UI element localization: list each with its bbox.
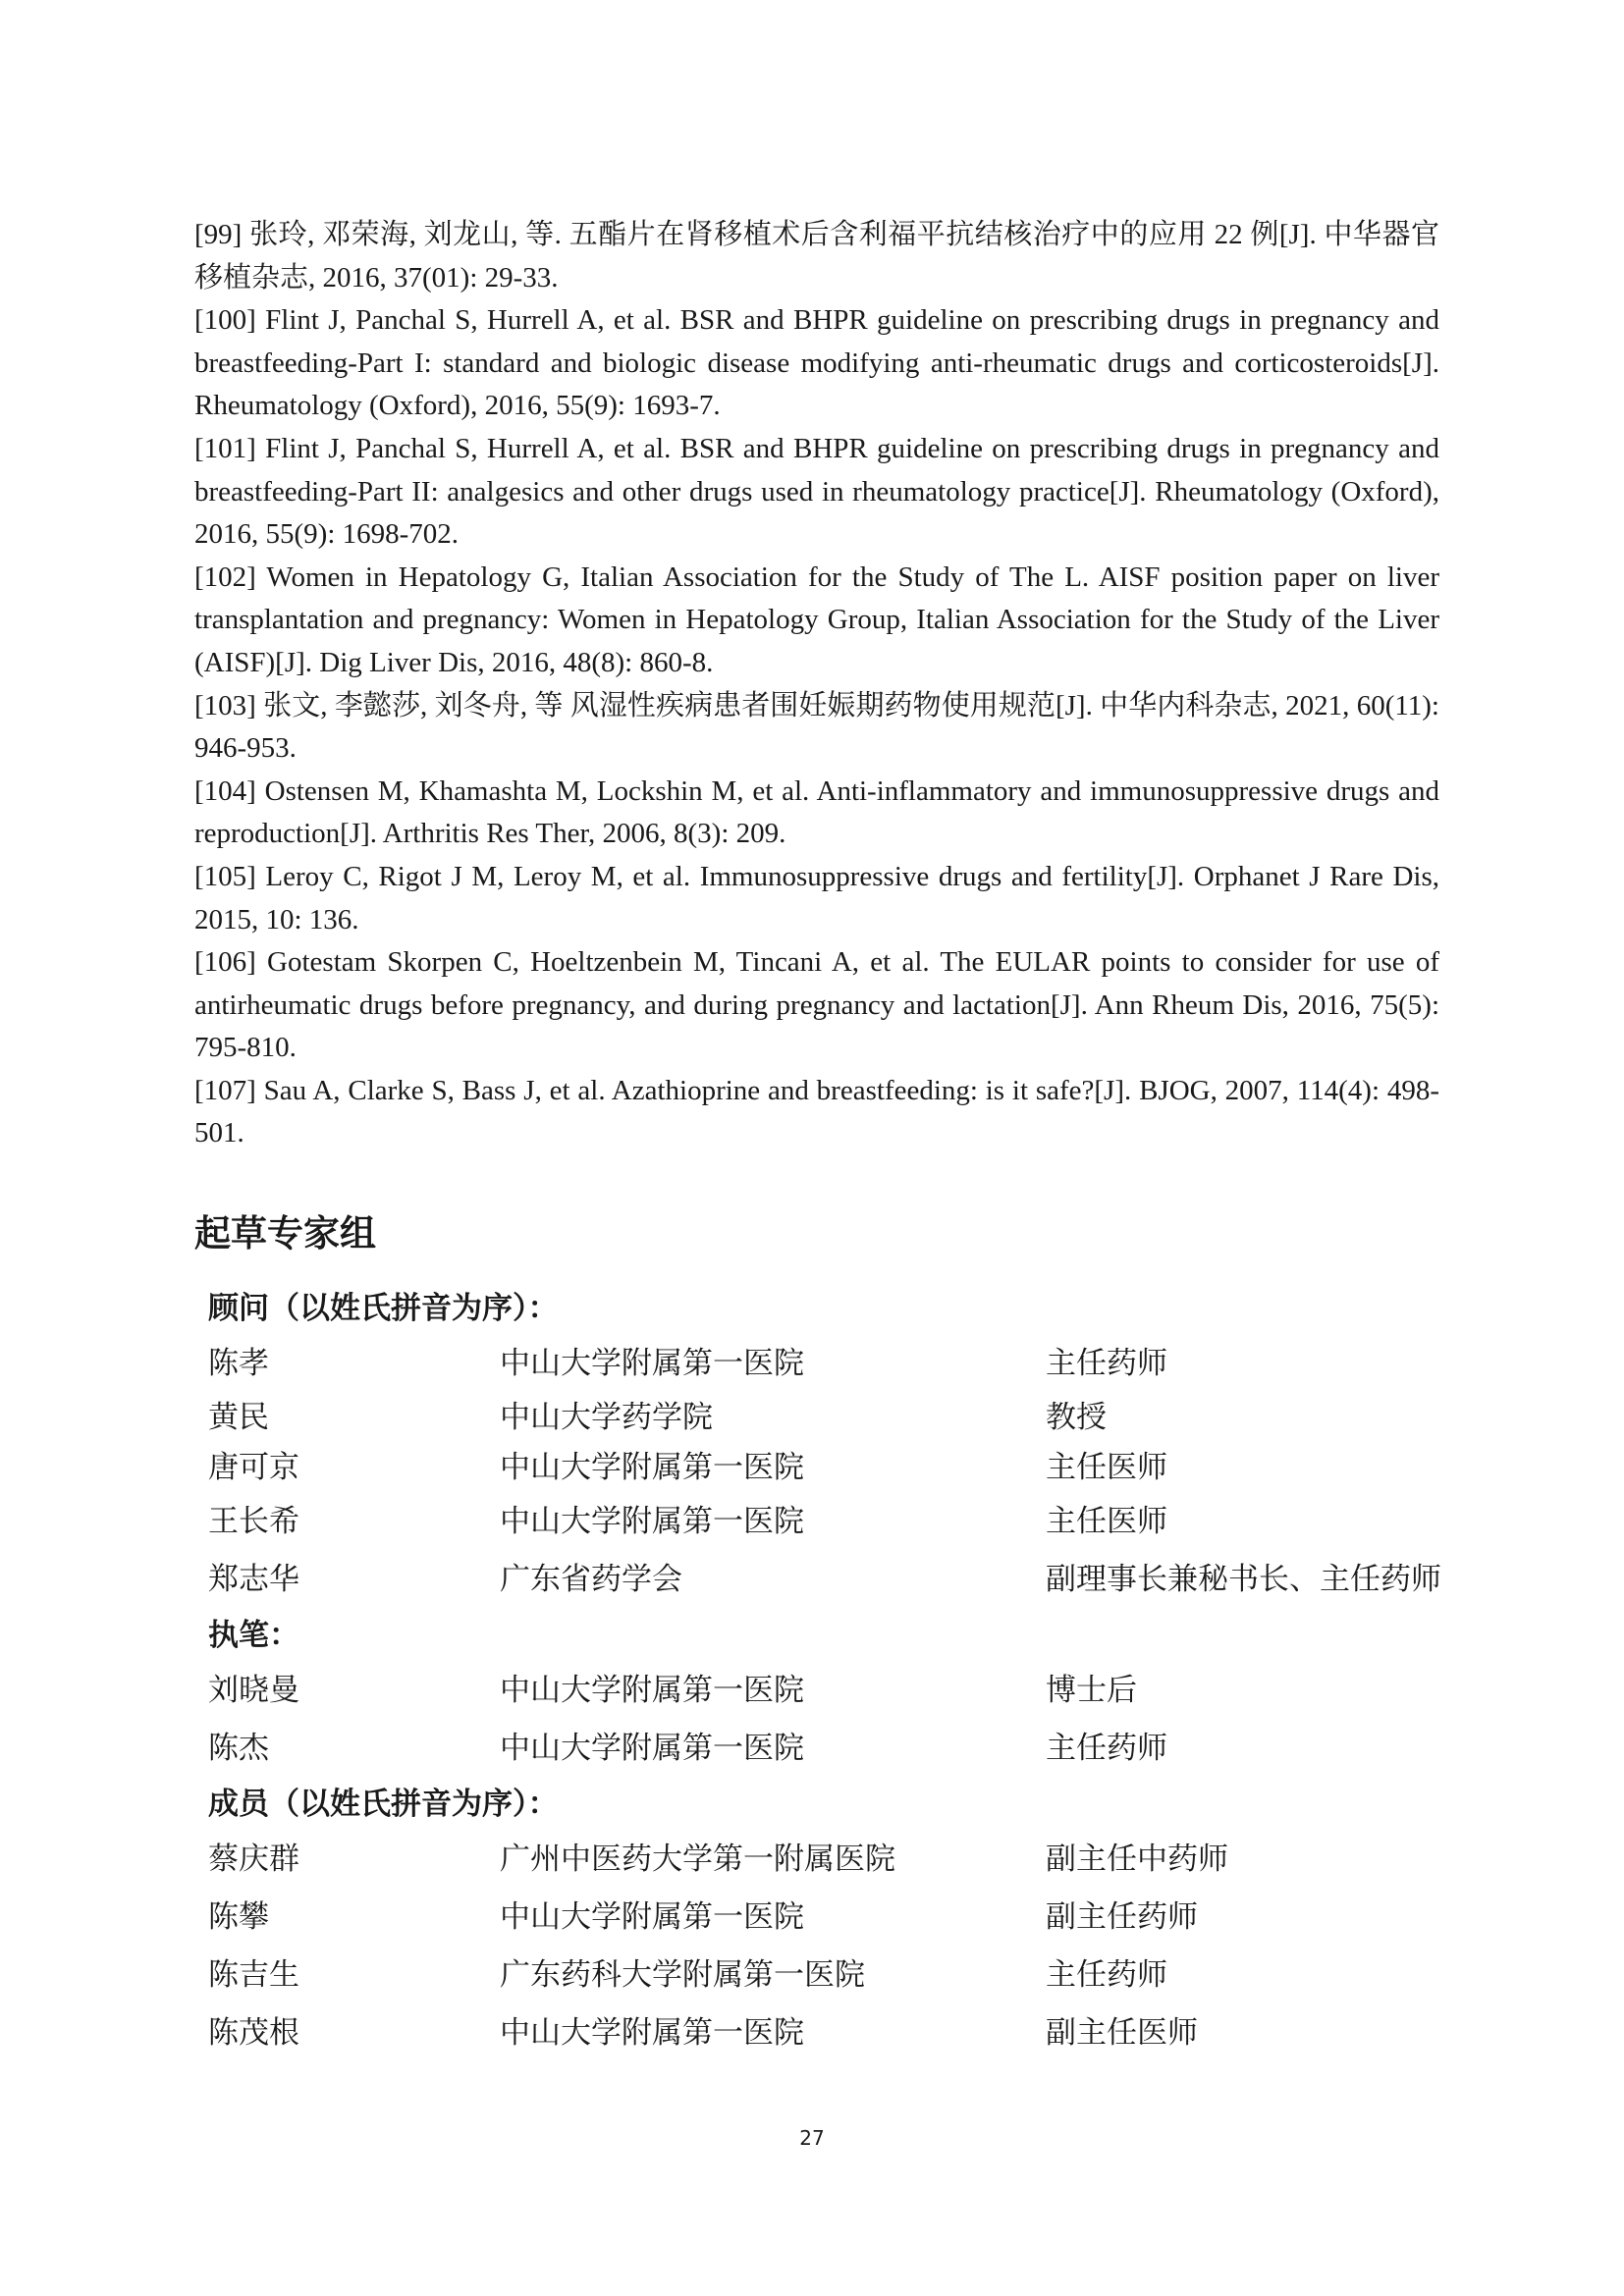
member-name: 陈孝 — [208, 1346, 269, 1381]
advisors-heading: 顾问（以姓氏拼音为序）： — [208, 1291, 559, 1326]
member-title: 主任医师 — [1046, 1504, 1167, 1539]
members-heading: 成员（以姓氏拼音为序）： — [208, 1787, 559, 1822]
member-organization: 中山大学附属第一医院 — [500, 1899, 804, 1935]
member-name: 蔡庆群 — [208, 1842, 299, 1877]
member-title: 主任药师 — [1046, 1731, 1167, 1766]
member-title: 主任药师 — [1046, 1346, 1167, 1381]
reference-103: [103] 张文, 李懿莎, 刘冬舟, 等 风湿性疾病患者围妊娠期药物使用规范[J]. 中华内科杂志, 2021, 60(11): 946-953. — [194, 689, 1439, 765]
reference-106: [106] Gotestam Skorpen C, Hoeltzenbein M, Tincani A, et al. The EULAR points to consider for use of antirheumatic drugs before pregnancy, and during pregnancy and lactation[J]. Ann Rheum Dis, 2016, 75(5): 795-810. — [194, 946, 1439, 1064]
reference-104: [104] Ostensen M, Khamashta M, Lockshin M, et al. Anti-inflammatory and immunosuppressive drugs and reproduction[J]. Arthritis Res Ther, 2006, 8(3): 209. — [194, 774, 1439, 850]
page-number: 27 — [799, 2126, 825, 2150]
reference-102: [102] Women in Hepatology G, Italian Association for the Study of The L. AISF position paper on liver transplantation and pregnancy: Women in Hepatology Group, Italian Association for the Study of the Liver (AISF)[J]. Dig Liver Dis, 2016, 48(8): 860-8. — [194, 561, 1439, 678]
member-name: 陈攀 — [208, 1899, 269, 1935]
reference-99: [99] 张玲, 邓荣海, 刘龙山, 等. 五酯片在肾移植术后含利福平抗结核治疗中的应用 22 例[J]. 中华器官移植杂志, 2016, 37(01): 29-33. — [194, 219, 1439, 294]
member-row — [208, 1947, 1485, 2004]
member-name: 唐可京 — [208, 1450, 299, 1485]
member-row — [208, 1889, 1485, 1947]
member-title: 博士后 — [1046, 1673, 1137, 1708]
member-row — [208, 1493, 1485, 1551]
member-name: 陈杰 — [208, 1731, 269, 1766]
member-organization: 中山大学附属第一医院 — [500, 1450, 804, 1485]
member-organization: 中山大学附属第一医院 — [500, 2015, 804, 2051]
member-title: 教授 — [1046, 1400, 1107, 1435]
member-organization: 中山大学附属第一医院 — [500, 1504, 804, 1539]
member-organization: 中山大学附属第一医院 — [500, 1673, 804, 1708]
member-name: 刘晓曼 — [208, 1673, 299, 1708]
member-title: 副主任中药师 — [1046, 1842, 1228, 1877]
member-organization: 广州中医药大学第一附属医院 — [500, 1842, 895, 1877]
reference-105: [105] Leroy C, Rigot J M, Leroy M, et al. Immunosuppressive drugs and fertility[J]. Orphanet J Rare Dis, 2015, 10: 136. — [194, 860, 1439, 935]
member-row — [208, 1335, 1485, 1393]
member-title: 副理事长兼秘书长、主任药师 — [1046, 1562, 1441, 1597]
expert-group — [208, 1282, 1485, 2062]
member-name: 王长希 — [208, 1504, 299, 1539]
writers-heading: 执笔： — [208, 1618, 299, 1653]
member-title: 副主任药师 — [1046, 1899, 1198, 1935]
section-title: 起草专家组 — [194, 1212, 376, 1255]
member-title: 副主任医师 — [1046, 2015, 1198, 2051]
reference-100: [100] Flint J, Panchal S, Hurrell A, et al. BSR and BHPR guideline on prescribing drugs in pregnancy and breastfeeding-Part I: standard and biologic disease modifying anti-rheumatic drugs and corticosteroids[J]. Rheumatology (Oxford), 2016, 55(9): 1693-7. — [194, 304, 1439, 422]
reference-101: [101] Flint J, Panchal S, Hurrell A, et al. BSR and BHPR guideline on prescribing drugs in pregnancy and breastfeeding-Part II: analgesics and other drugs used in rheumatology practice[J]. Rheumatology (Oxford), 2016, 55(9): 1698-702. — [194, 432, 1439, 551]
member-organization: 中山大学附属第一医院 — [500, 1731, 804, 1766]
member-name: 黄民 — [208, 1400, 269, 1435]
member-row — [208, 2004, 1485, 2062]
member-title: 主任药师 — [1046, 1957, 1167, 1993]
member-name: 陈吉生 — [208, 1957, 299, 1993]
member-organization: 中山大学药学院 — [500, 1400, 713, 1435]
member-row — [208, 1393, 1485, 1443]
member-name: 郑志华 — [208, 1562, 299, 1597]
member-organization: 中山大学附属第一医院 — [500, 1346, 804, 1381]
member-row — [208, 1720, 1485, 1778]
member-name: 陈茂根 — [208, 2015, 299, 2051]
member-organization: 广东省药学会 — [500, 1562, 682, 1597]
member-row — [208, 1551, 1485, 1609]
member-organization: 广东药科大学附属第一医院 — [500, 1957, 865, 1993]
member-row — [208, 1831, 1485, 1889]
member-title: 主任医师 — [1046, 1450, 1167, 1485]
reference-107: [107] Sau A, Clarke S, Bass J, et al. Azathioprine and breastfeeding: is it safe?[J]. BJOG, 2007, 114(4): 498-501. — [194, 1074, 1439, 1149]
reference-list — [194, 214, 1439, 1155]
member-row — [208, 1662, 1485, 1720]
member-row — [208, 1443, 1485, 1493]
